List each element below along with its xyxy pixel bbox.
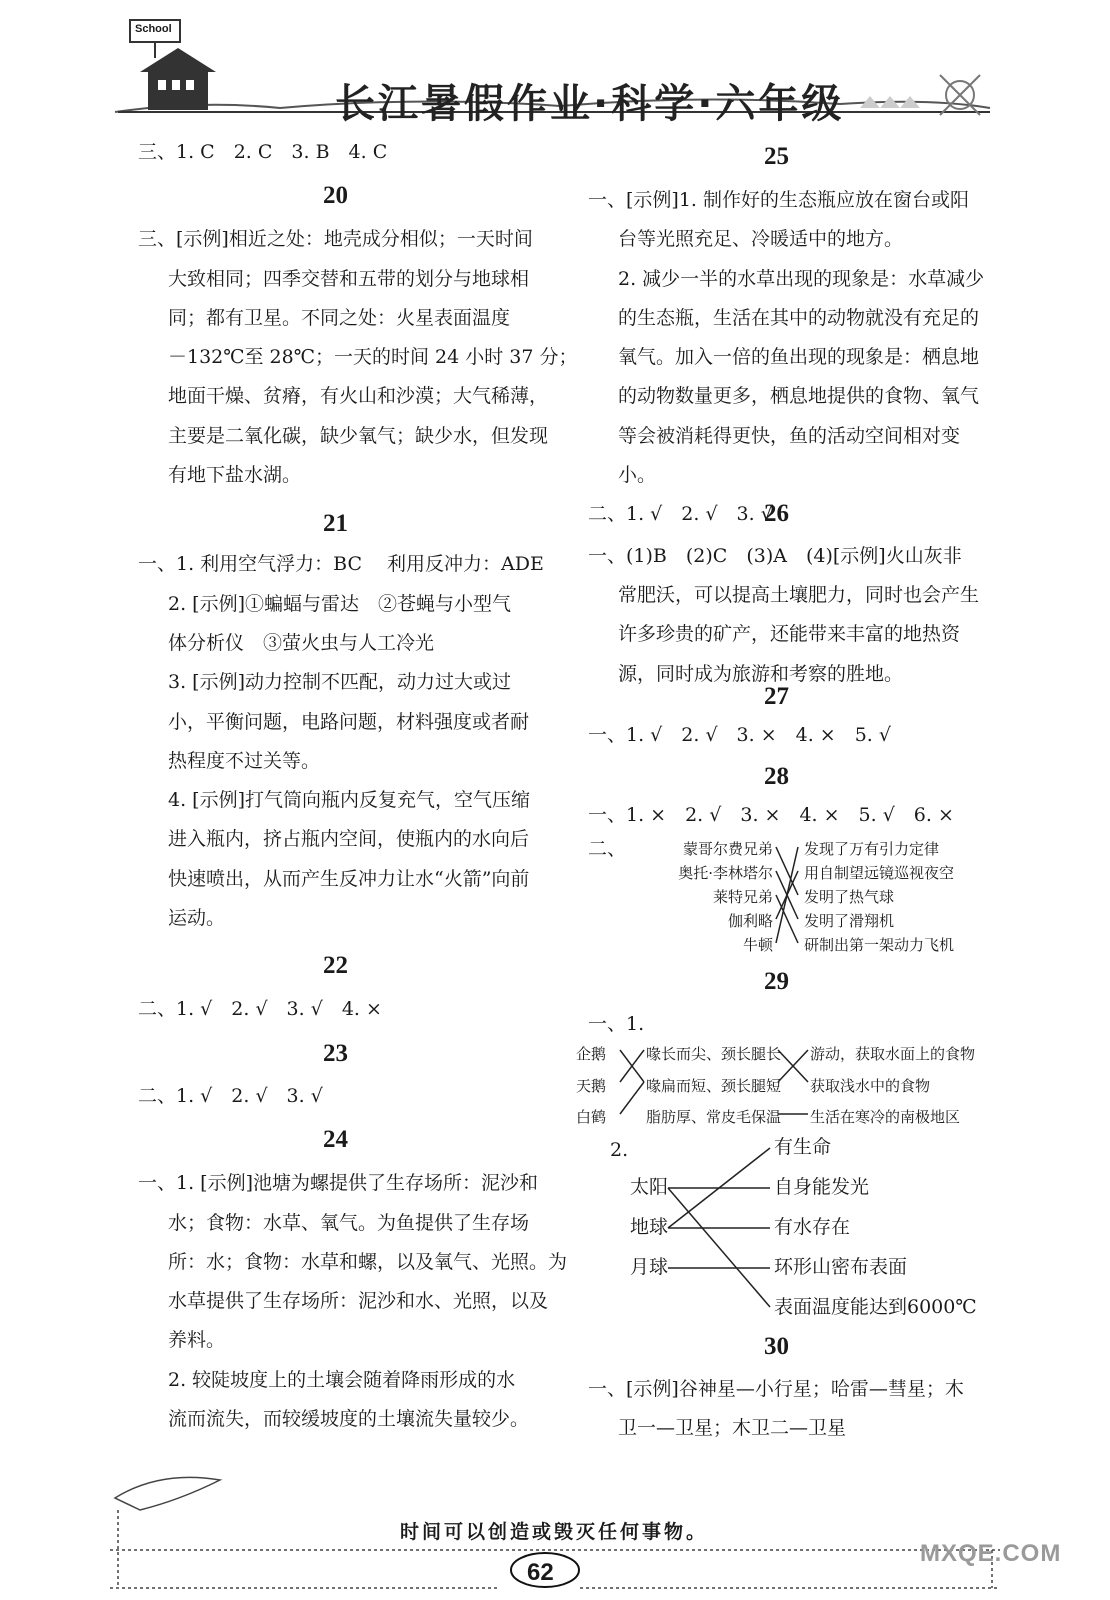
page-title: 长江暑假作业·科学·六年级: [335, 81, 845, 127]
text-line: 许多珍贵的矿产，还能带来丰富的地热资: [618, 623, 961, 645]
matching-lines-28: [718, 835, 808, 955]
school-sign: School: [135, 23, 172, 35]
section-28-answers: 一、1. × 2. √ 3. × 4. × 5. √ 6. ×: [588, 804, 954, 826]
section-23-heading: 23: [323, 1040, 348, 1067]
section-26-heading: 26: [764, 500, 789, 527]
inventor-item: 蒙哥尔费兄弟: [682, 840, 773, 858]
section-27-heading: 27: [764, 683, 789, 710]
watermark-logo: MXQE.COM: [920, 1540, 1062, 1567]
achievement-item: 研制出第一架动力飞机: [804, 936, 955, 954]
text-line: 进入瓶内，挤占瓶内空间，使瓶内的水向后: [168, 828, 530, 850]
text-line: 流而流失，而较缓坡度的土壤流失量较少。: [168, 1408, 530, 1430]
section-25-heading: 25: [764, 143, 789, 170]
text-line: 一、1. 利用空气浮力：BC 利用反冲力：ADE: [138, 553, 544, 575]
section-22-answers: 二、1. √ 2. √ 3. √ 4. ×: [138, 998, 382, 1020]
animal-item: 企鹅: [576, 1045, 607, 1063]
section-24-heading: 24: [323, 1126, 348, 1153]
text-line: 水；食物：水草、氧气。为鱼提供了生存场: [168, 1212, 530, 1234]
text-line: 常肥沃，可以提高土壤肥力，同时也会产生: [618, 584, 980, 606]
body-feature-item: 环形山密布表面: [774, 1256, 908, 1278]
animal-item: 白鹤: [576, 1108, 607, 1126]
section-30-heading: 30: [764, 1333, 789, 1360]
footer-motto: 时间可以创造或毁灭任何事物。: [400, 1521, 709, 1543]
text-line: 水草提供了生存场所：泥沙和水、光照，以及: [168, 1290, 549, 1312]
inventor-item: 奥托·李林塔尔: [678, 864, 773, 882]
section-27-answers: 一、1. √ 2. √ 3. × 4. × 5. √: [588, 724, 891, 746]
habit-item: 生活在寒冷的南极地区: [810, 1108, 961, 1126]
text-line: 的动物数量更多，栖息地提供的食物、氧气: [618, 385, 980, 407]
page-header: [0, 0, 1110, 140]
text-line: 运动。: [168, 907, 226, 929]
section-22-heading: 22: [323, 952, 348, 979]
body-item: 地球: [630, 1216, 669, 1238]
habit-item: 游动，获取水面上的食物: [810, 1045, 976, 1063]
section-25-judgement: 二、1. √ 2. √ 3. √: [588, 503, 773, 525]
text-line: 有地下盐水湖。: [168, 464, 302, 486]
section-29-label: 一、1.: [588, 1013, 645, 1035]
text-line: 同；都有卫星。不同之处：火星表面温度: [168, 307, 511, 329]
section-28-label: 二、: [588, 838, 627, 860]
text-line: 一、1. [示例]池塘为螺提供了生存场所：泥沙和: [138, 1172, 538, 1194]
achievement-item: 用自制望远镜巡视夜空: [804, 864, 955, 882]
text-line: 小，平衡问题，电路问题，材料强度或者耐: [168, 711, 530, 733]
text-line: 一、(1)B (2)C (3)A (4)[示例]火山灰非: [588, 545, 962, 567]
rabbit-plane-icon: [115, 1477, 220, 1510]
section-29-item-2: 2.: [610, 1139, 629, 1161]
text-line: 4. [示例]打气筒向瓶内反复充气，空气压缩: [168, 789, 530, 811]
text-line: 所：水；食物：水草和螺，以及氧气、光照。为: [168, 1251, 568, 1273]
text-line: 一、[示例]谷神星—小行星；哈雷—彗星；木: [588, 1378, 964, 1400]
page-number: 62: [527, 1559, 554, 1586]
text-line: 源，同时成为旅游和考察的胜地。: [618, 663, 904, 685]
body-item: 月球: [630, 1256, 669, 1278]
habit-item: 获取浅水中的食物: [810, 1077, 931, 1095]
text-line: 等会被消耗得更快，鱼的活动空间相对变: [618, 425, 961, 447]
animal-item: 天鹅: [576, 1077, 607, 1095]
text-line: 2. 较陡坡度上的土壤会随着降雨形成的水: [168, 1369, 516, 1391]
section-21-heading: 21: [323, 510, 348, 537]
text-line: 台等光照充足、冷暖适中的地方。: [618, 228, 904, 250]
text-line: 2. [示例]①蝙蝠与雷达 ②苍蝇与小型气: [168, 593, 511, 615]
achievement-item: 发明了热气球: [804, 888, 895, 906]
text-line: 的生态瓶，生活在其中的动物就没有充足的: [618, 307, 980, 329]
text-line: 地面干燥、贫瘠，有火山和沙漠；大气稀薄，: [168, 385, 549, 407]
body-feature-item: 表面温度能达到6000℃: [774, 1296, 977, 1318]
section-23-answers: 二、1. √ 2. √ 3. √: [138, 1085, 323, 1107]
text-line: 主要是二氧化碳，缺少氧气；缺少水，但发现: [168, 425, 549, 447]
text-line: 2. 减少一半的水草出现的现象是：水草减少: [618, 268, 985, 290]
text-line: 一、[示例]1. 制作好的生态瓶应放在窗台或阳: [588, 189, 969, 211]
body-feature-item: 有生命: [774, 1136, 832, 1158]
text-line: 卫一—卫星；木卫二—卫星: [618, 1417, 847, 1439]
section-20-heading: 20: [323, 182, 348, 209]
matching-lines-29-2: [658, 1140, 778, 1320]
inventor-item: 伽利略: [727, 912, 773, 930]
text-line: 热程度不过关等。: [168, 750, 321, 772]
text-line: 大致相同；四季交替和五带的划分与地球相: [168, 268, 530, 290]
text-line: 三、[示例]相近之处：地壳成分相似；一天时间: [138, 228, 533, 250]
text-line: 养料。: [168, 1329, 226, 1351]
body-item: 太阳: [630, 1176, 669, 1198]
text-line: 3. [示例]动力控制不匹配，动力过大或过: [168, 671, 511, 693]
achievement-item: 发现了万有引力定律: [804, 840, 940, 858]
text-line: 快速喷出，从而产生反冲力让水“火箭”向前: [168, 868, 530, 890]
section-28-heading: 28: [764, 763, 789, 790]
feature-item: 喙扁而短、颈长腿短: [646, 1077, 782, 1095]
inventor-item: 莱特兄弟: [712, 888, 773, 906]
achievement-item: 发明了滑翔机: [804, 912, 895, 930]
body-feature-item: 有水存在: [774, 1216, 851, 1238]
body-feature-item: 自身能发光: [774, 1176, 870, 1198]
feature-item: 脂肪厚、常皮毛保温: [646, 1108, 782, 1126]
matching-lines-29-1: [608, 1040, 818, 1130]
feature-item: 喙长而尖、颈长腿长: [646, 1045, 782, 1063]
text-line: 氧气。加入一倍的鱼出现的现象是：栖息地: [618, 346, 980, 368]
text-line: －132℃至 28℃；一天的时间 24 小时 37 分；: [168, 346, 578, 368]
text-line: 体分析仪 ③萤火虫与人工冷光: [168, 632, 435, 654]
section-19-answers: 三、1. C 2. C 3. B 4. C: [138, 141, 388, 163]
inventor-item: 牛顿: [742, 936, 773, 954]
section-29-heading: 29: [764, 968, 789, 995]
text-line: 小。: [618, 464, 657, 486]
